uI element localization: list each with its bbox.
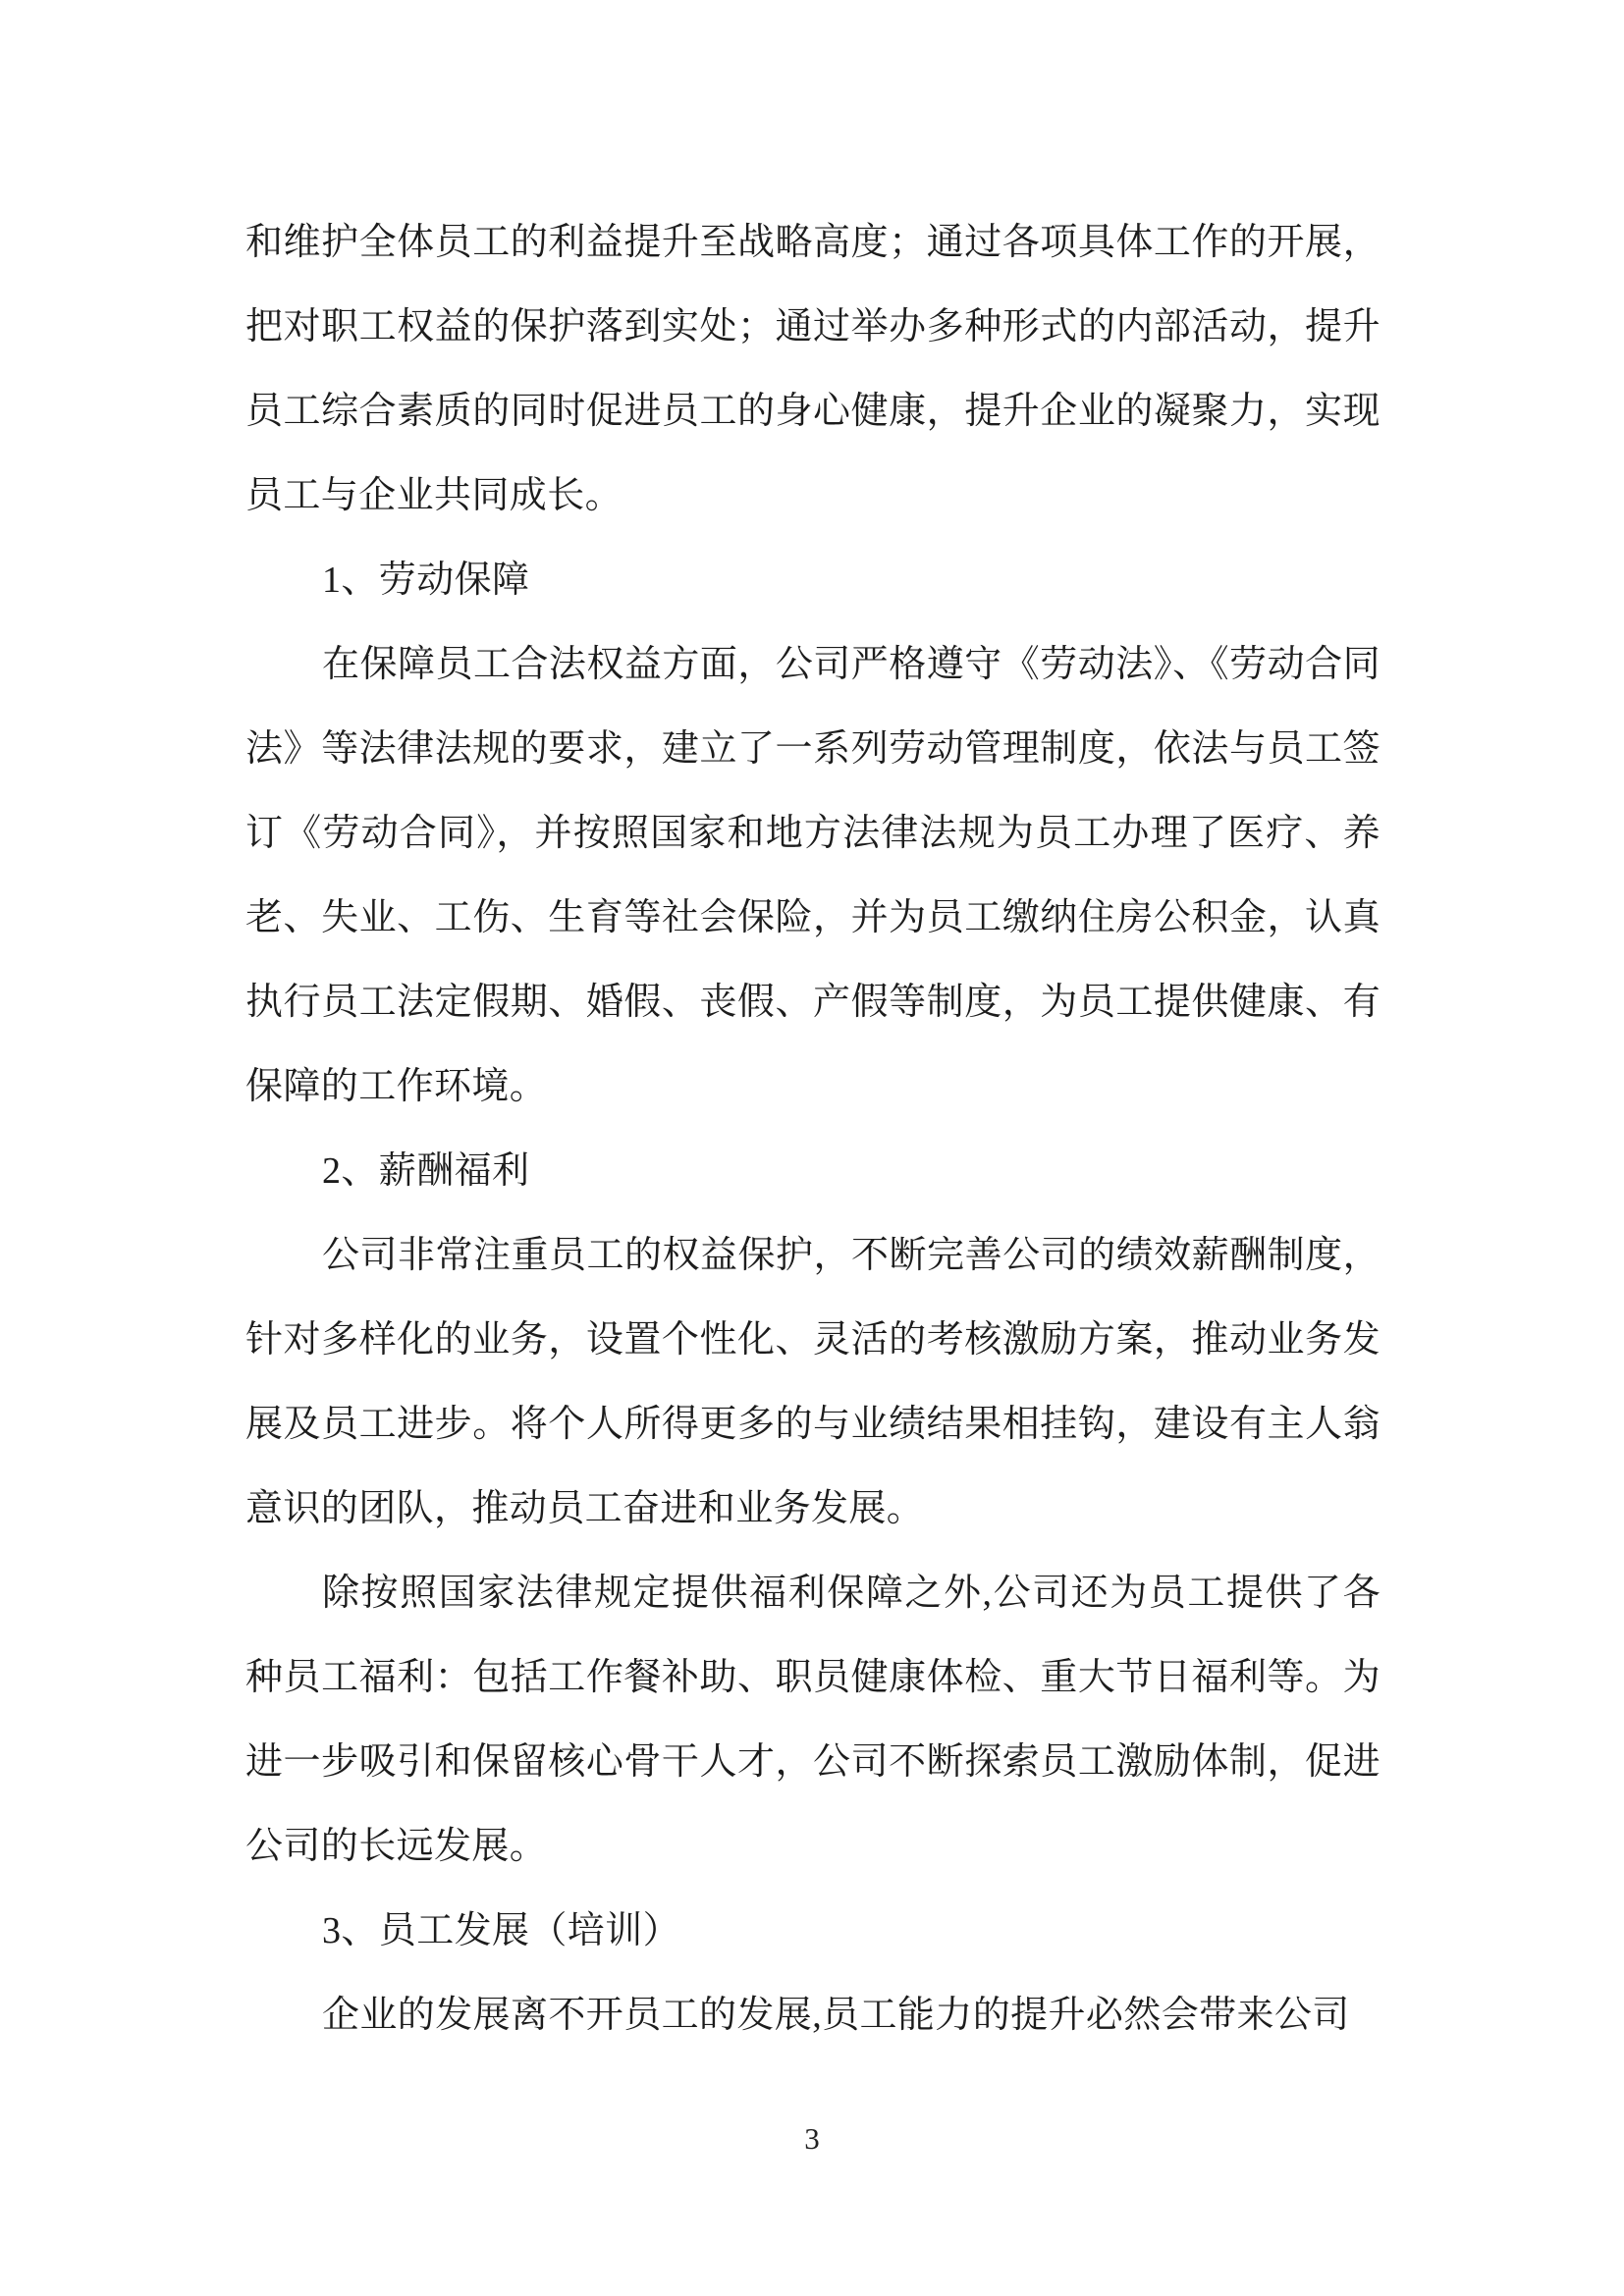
section-heading-employee-development: 3、员工发展（培训） bbox=[322, 1910, 681, 1951]
paragraph-continued: 和维护全体员工的利益提升至战略高度；通过各项具体工作的开展，把对职工权益的保护落到实处；通过举办多种形式的内部活动，提升员工综合素质的同时促进员工的身心健康，提升企业的凝聚力，实现员工与企业共同成长。 bbox=[245, 222, 1380, 516]
paragraph-compensation-1: 公司非常注重员工的权益保护，不断完善公司的绩效薪酬制度，针对多样化的业务，设置个性化、灵活的考核激励方案，推动业务发展及员工进步。将个人所得更多的与业绩结果相挂钩，建设有主人翁意识的团队，推动员工奋进和业务发展。 bbox=[245, 1235, 1380, 1529]
section-heading-labor-security: 1、劳动保障 bbox=[322, 560, 530, 601]
page-number: 3 bbox=[804, 2121, 820, 2156]
paragraph-labor-security: 在保障员工合法权益方面，公司严格遵守《劳动法》、《劳动合同法》等法律法规的要求，建立了一系列劳动管理制度，依法与员工签订《劳动合同》，并按照国家和地方法律法规为员工办理了医疗、养老、失业、工伤、生育等社会保险，并为员工缴纳住房公积金，认真执行员工法定假期、婚假、丧假、产假等制度，为员工提供健康、有保障的工作环境。 bbox=[245, 644, 1380, 1107]
document-body bbox=[245, 200, 1380, 2057]
page-footer bbox=[0, 2118, 1624, 2160]
section-heading-compensation-benefits: 2、薪酬福利 bbox=[322, 1150, 530, 1192]
paragraph-compensation-2: 除按照国家法律规定提供福利保障之外,公司还为员工提供了各种员工福利：包括工作餐补助、职员健康体检、重大节日福利等。为进一步吸引和保留核心骨干人才，公司不断探索员工激励体制，促进公司的长远发展。 bbox=[245, 1573, 1380, 1867]
paragraph-employee-development: 企业的发展离不开员工的发展,员工能力的提升必然会带来公司 bbox=[322, 1995, 1350, 2036]
